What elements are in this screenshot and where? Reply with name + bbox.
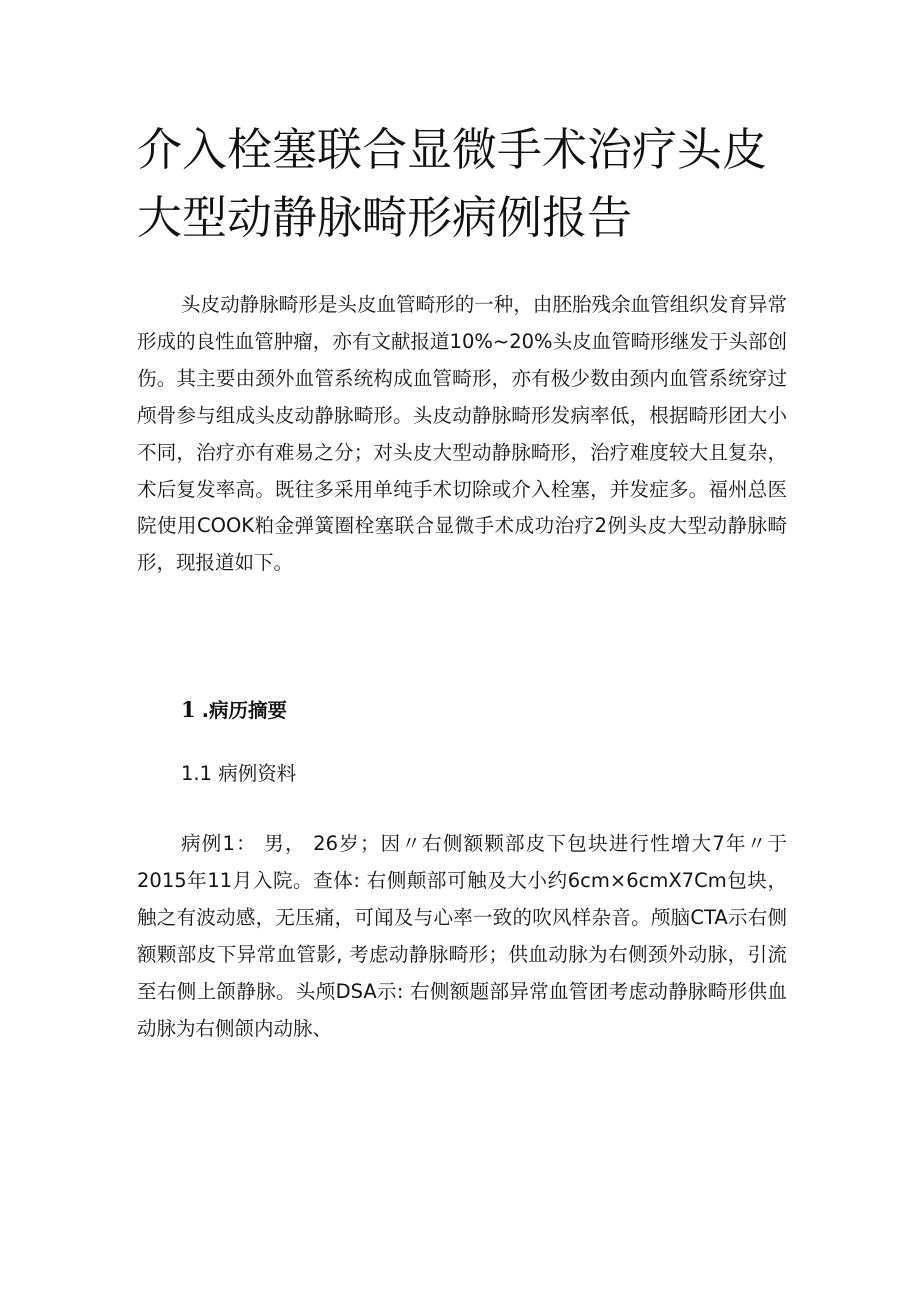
title-line-1: 介入栓塞联合显微手术治疗头皮: [137, 123, 768, 176]
document-title: [137, 116, 797, 252]
section-title: .病历摘要: [201, 699, 288, 722]
section-number: 1: [181, 697, 196, 722]
title-line-2: 大型动静脉畸形病例报告: [137, 191, 633, 244]
intro-paragraph: 头皮动静脉畸形是头皮血管畸形的一种，由胚胎残余血管组织发育异常形成的良性血管肿瘤，亦有文献报道10%~20%头皮血管畸形继发于头部创伤。其主要由颈外血管系统构成血管畸形，亦有极少数由颈内血管系统穿过颅骨参与组成头皮动静脉畸形。头皮动静脉畸形发病率低，根据畸形团大小不同，治疗亦有难易之分；对头皮大型动静脉畸形，治疗难度较大且复杂，术后复发率高。既往多采用单纯手术切除或介入栓塞，并发症多。福州总医院使用COOK粕金弹簧圈栓塞联合显微手术成功治疗2例头皮大型动静脉畸形，现报道如下。: [137, 293, 787, 575]
subsection-heading-1-1: 1.1 病例资料: [181, 762, 297, 785]
case-1-paragraph: 病例1： 男， 26岁；因〃右侧额颗部皮下包块进行性增大7年〃于2015年11月入院。查体: 右侧颠部可触及大小约6cm×6cmX7Cm包块，触之有波动感，无压痛，可闻及与心率一致的吹风样杂音。颅脑CTA示右侧额颗部皮下异常血管影, 考虑动静脉畸形；供血动脉为右侧颈外动脉，引流至右侧上颌静脉。头颅DSA示: 右侧额题部异常血管团考虑动静脉畸形供血动脉为右侧颌内动脉、: [137, 832, 787, 1040]
section-heading-1: [181, 694, 287, 727]
